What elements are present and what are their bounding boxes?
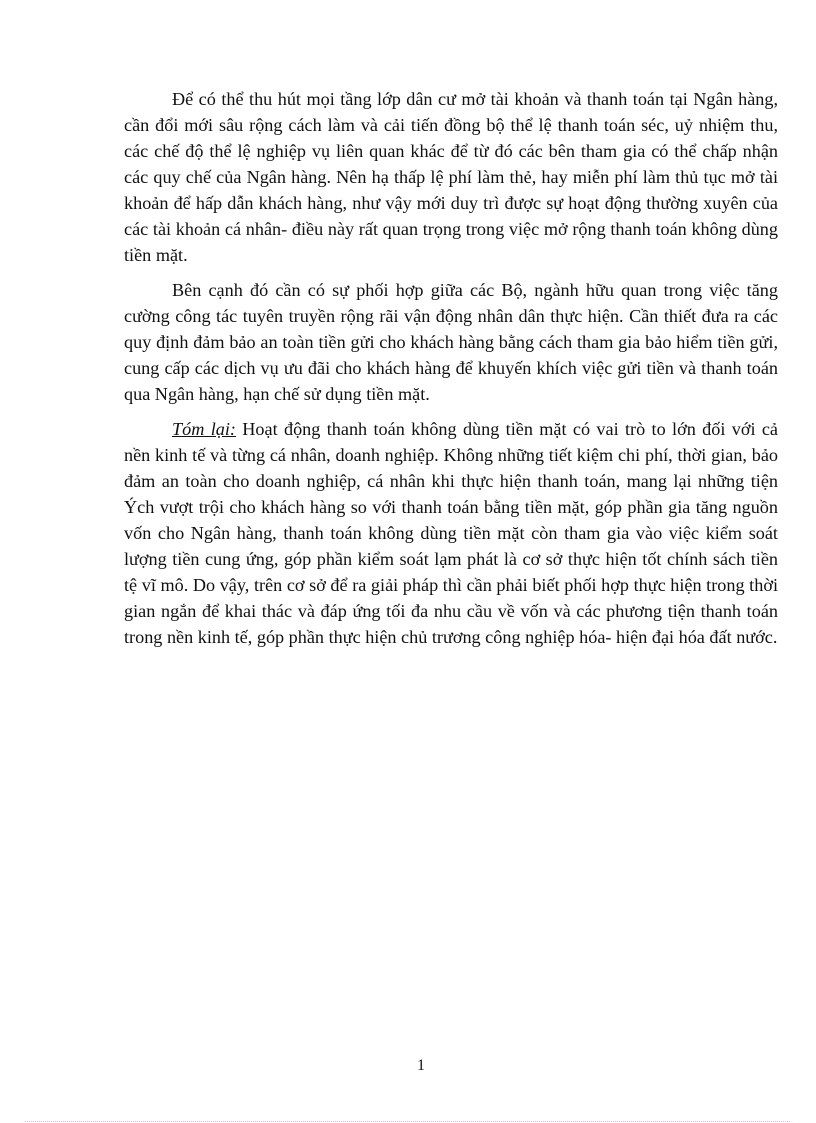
paragraph-summary (124, 416, 778, 650)
page-number: 1 (417, 1057, 425, 1074)
paragraph-text: Để có thể thu hút mọi tầng lớp dân cư mở tài khoản và thanh toán tại Ngân hàng, cần đổi mới sâu rộng cách làm và cải tiến đồng bộ thể lệ thanh toán séc, uỷ nhiệm thu, các chế độ thể lệ nghiệp vụ liên quan khác để từ đó các bên tham gia có thể chấp nhận các quy chế của Ngân hàng. Nên hạ thấp lệ phí làm thẻ, hay miễn phí làm thủ tục mở tài khoản để hấp dẫn khách hàng, như vậy mới duy trì được sự hoạt động thường xuyên của các tài khoản cá nhân- điều này rất quan trọng trong việc mở rộng thanh toán không dùng tiền mặt. (124, 89, 778, 265)
page-boundary-divider (25, 1121, 790, 1122)
paragraph-text: Bên cạnh đó cần có sự phối hợp giữa các Bộ, ngành hữu quan trong việc tăng cường công tác tuyên truyền rộng rãi vận động nhân dân thực hiện. Cần thiết đưa ra các quy định đảm bảo an toàn tiền gửi cho khách hàng bằng cách tham gia bảo hiểm tiền gửi, cung cấp các dịch vụ ưu đãi cho khách hàng để khuyến khích việc gửi tiền và thanh toán qua Ngân hàng, hạn chế sử dụng tiền mặt. (124, 280, 778, 404)
summary-lead-label: Tóm lại: (172, 419, 236, 439)
paragraph-text: Hoạt động thanh toán không dùng tiền mặt có vai trò to lớn đối với cả nền kinh tế và từng cá nhân, doanh nghiệp. Không những tiết kiệm chi phí, thời gian, bảo đảm an toàn cho doanh nghiệp, cá nhân khi thực hiện thanh toán, mang lại những tiện Ých vượt trội cho khách hàng so với thanh toán bằng tiền mặt, góp phần gia tăng nguồn vốn cho Ngân hàng, thanh toán không dùng tiền mặt còn tham gia vào việc kiểm soát lượng tiền cung ứng, góp phần kiểm soát lạm phát là cơ sở thực hiện tốt chính sách tiền tệ vĩ mô. Do vậy, trên cơ sở để ra giải pháp thì cần phải biết phối hợp thực hiện trong thời gian ngắn để khai thác và đáp ứng tối đa nhu cầu về vốn và các phương tiện thanh toán trong nền kinh tế, góp phần thực hiện chủ trương công nghiệp hóa- hiện đại hóa đất nước. (124, 419, 778, 647)
document-body (124, 86, 778, 659)
paragraph-coordination (124, 277, 778, 407)
paragraph-account-opening (124, 86, 778, 268)
